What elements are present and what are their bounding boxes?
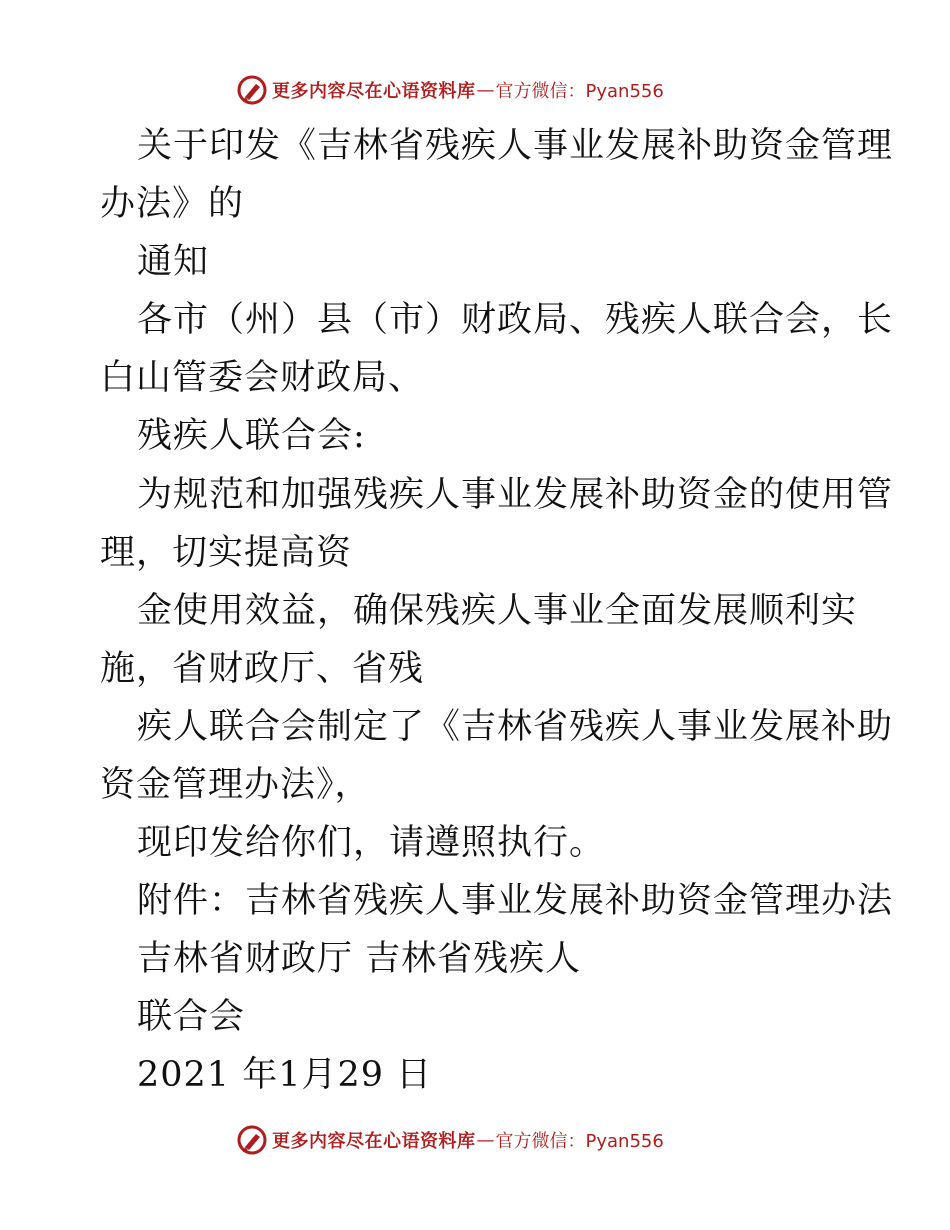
- body-line-4: 施，省财政厅、省残: [100, 649, 425, 689]
- body-line-2: 理，切实提高资: [100, 533, 353, 573]
- pen-logo-icon: [236, 74, 268, 106]
- addressee-line-1: 各市（州）县（市）财政局、残疾人联合会，长: [137, 300, 894, 340]
- body-line-5: 疾人联合会制定了《吉林省残疾人事业发展补助: [137, 707, 894, 747]
- watermark-text: 更多内容尽在心语资料库: [272, 1131, 476, 1152]
- addressee-line-3: 残疾人联合会:: [137, 416, 366, 456]
- body-line-7: 现印发给你们，请遵照执行。: [137, 823, 606, 863]
- watermark-separator: —: [476, 1129, 495, 1151]
- title-line-1: 关于印发《吉林省残疾人事业发展补助资金管理: [137, 126, 894, 166]
- signature-line-1: 吉林省财政厅 吉林省残疾人: [137, 939, 582, 979]
- signature-line-2: 联合会: [137, 997, 246, 1037]
- pen-logo-icon: [236, 1124, 268, 1156]
- body-line-3: 金使用效益，确保残疾人事业全面发展顺利实: [137, 591, 858, 631]
- title-line-2: 办法》的: [100, 184, 245, 224]
- watermark-text: 更多内容尽在心语资料库: [272, 81, 476, 102]
- addressee-line-2: 白山管委会财政局、: [100, 358, 425, 398]
- attachment-line: 附件：吉林省残疾人事业发展补助资金管理办法: [137, 881, 894, 921]
- footer-watermark: [236, 1123, 664, 1157]
- body-line-1: 为规范和加强残疾人事业发展补助资金的使用管: [137, 475, 894, 515]
- watermark-wechat: 官方微信：Pyan556: [495, 1131, 664, 1152]
- watermark-separator: —: [476, 79, 495, 101]
- date-line: 2021 年1月29 日: [137, 1055, 433, 1095]
- title-line-3: 通知: [137, 242, 210, 282]
- body-line-6: 资金管理办法》，: [100, 765, 371, 805]
- header-watermark: [236, 73, 664, 107]
- watermark-wechat: 官方微信：Pyan556: [495, 81, 664, 102]
